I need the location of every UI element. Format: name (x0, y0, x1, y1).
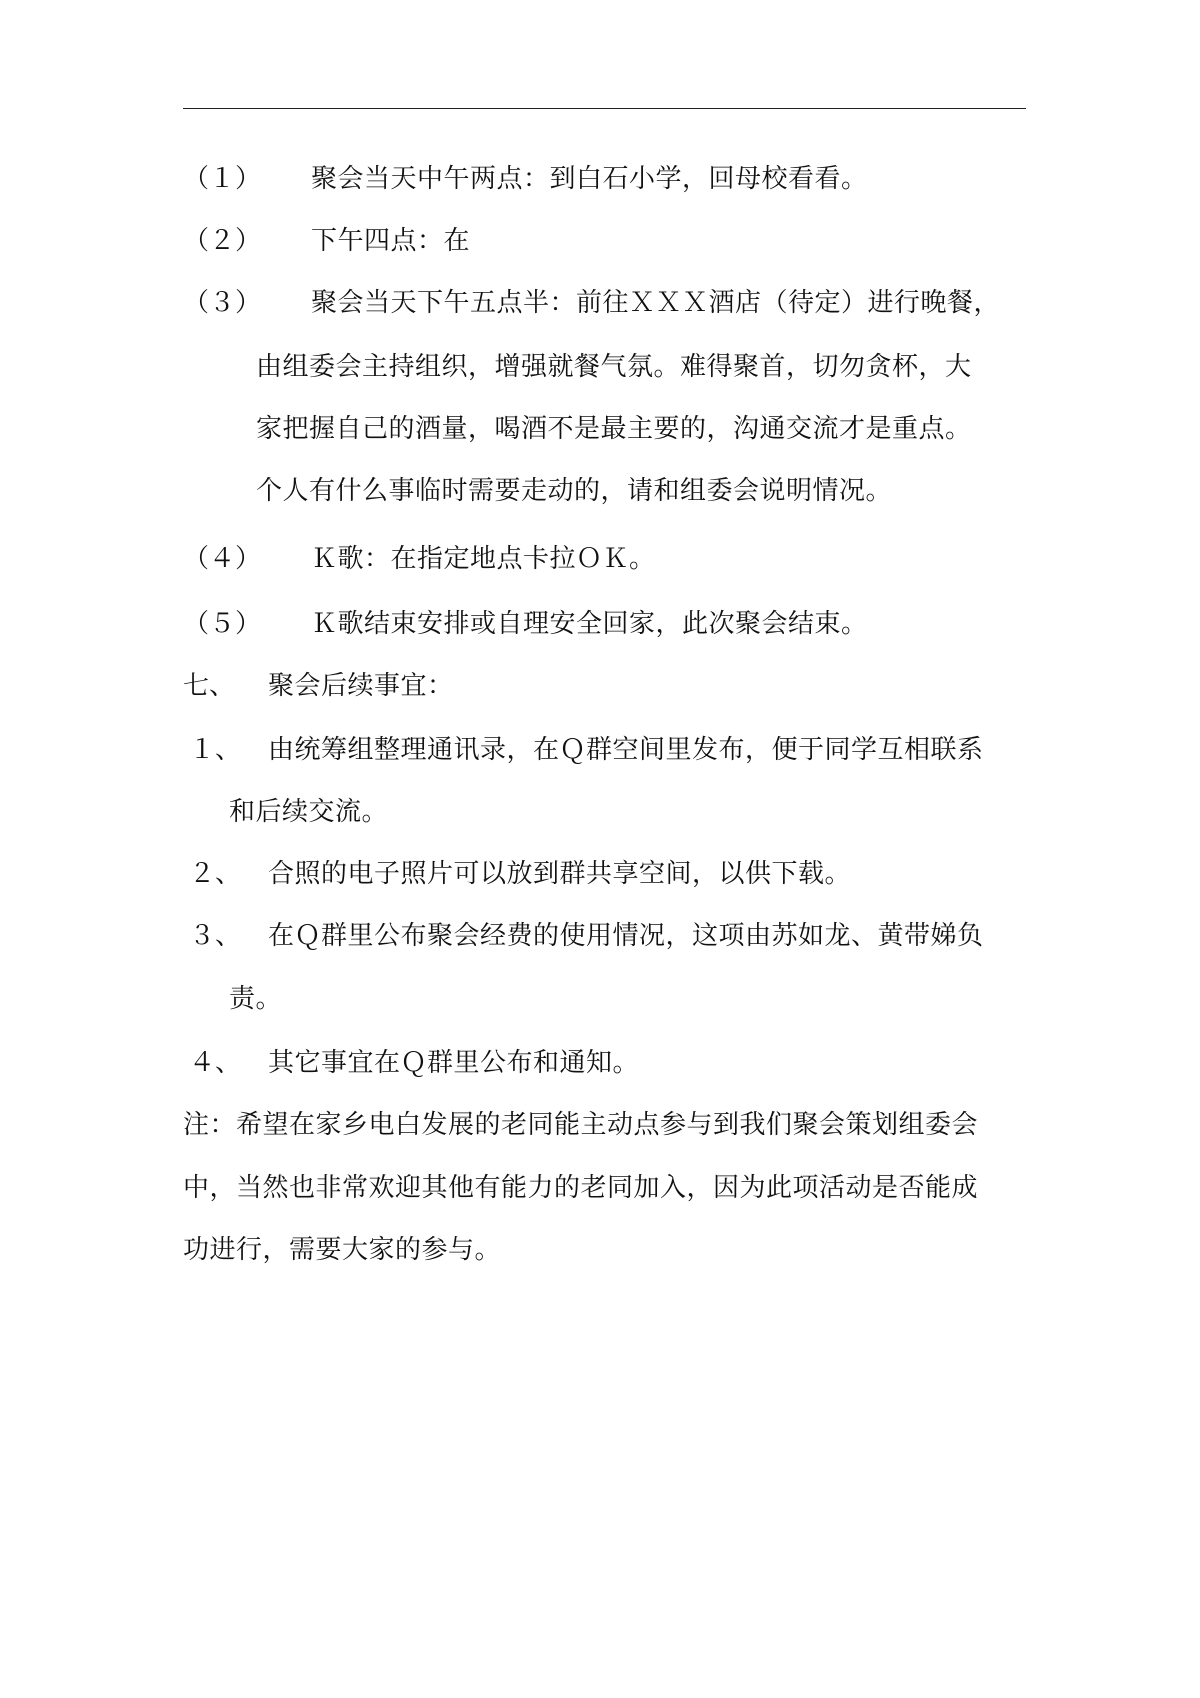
section-item-3-text-line-2: 责。 (229, 984, 283, 1014)
header-rule (183, 108, 1026, 109)
section-item-4-marker: ４、 (189, 1048, 242, 1078)
note-line-3: 功进行，需要大家的参与。 (183, 1235, 502, 1265)
section-item-3-text-line-1: 在Ｑ群里公布聚会经费的使用情况，这项由苏如龙、黄带娣负 (268, 921, 984, 951)
section-item-2-marker: ２、 (189, 859, 242, 889)
item-3-text-line-4: 个人有什么事临时需要走动的，请和组委会说明情况。 (256, 476, 893, 506)
item-5-marker: （５） (183, 609, 262, 639)
item-5-text: Ｋ歌结束安排或自理安全回家，此次聚会结束。 (311, 609, 868, 639)
item-3-marker: （３） (183, 288, 262, 318)
note-line-2: 中，当然也非常欢迎其他有能力的老同加入，因为此项活动是否能成 (183, 1173, 979, 1203)
section-item-2-text: 合照的电子照片可以放到群共享空间，以供下载。 (268, 859, 852, 889)
item-3-text-line-1: 聚会当天下午五点半：前往ＸＸＸ酒店（待定）进行晚餐， (311, 288, 1001, 318)
section-item-4-text: 其它事宜在Ｑ群里公布和通知。 (268, 1048, 640, 1078)
note-line-1: 注：希望在家乡电白发展的老同能主动点参与到我们聚会策划组委会 (183, 1110, 979, 1140)
item-1-text: 聚会当天中午两点：到白石小学，回母校看看。 (311, 164, 868, 194)
section-title: 聚会后续事宜： (268, 671, 454, 701)
item-2-marker: （２） (183, 226, 262, 256)
section-item-3-marker: ３、 (189, 921, 242, 951)
item-4-text: Ｋ歌：在指定地点卡拉ＯＫ。 (311, 544, 656, 574)
item-3-text-line-2: 由组委会主持组织，增强就餐气氛。难得聚首，切勿贪杯，大 (256, 352, 972, 382)
item-1-marker: （１） (183, 164, 262, 194)
section-item-1-text-line-2: 和后续交流。 (229, 797, 389, 827)
item-3-text-line-3: 家把握自己的酒量，喝酒不是最主要的，沟通交流才是重点。 (256, 414, 972, 444)
section-marker: 七、 (183, 671, 236, 701)
item-4-marker: （４） (183, 544, 262, 574)
section-item-1-marker: １、 (189, 735, 242, 765)
item-2-text: 下午四点：在 (311, 226, 471, 256)
section-item-1-text-line-1: 由统筹组整理通讯录，在Ｑ群空间里发布，便于同学互相联系 (268, 735, 984, 765)
